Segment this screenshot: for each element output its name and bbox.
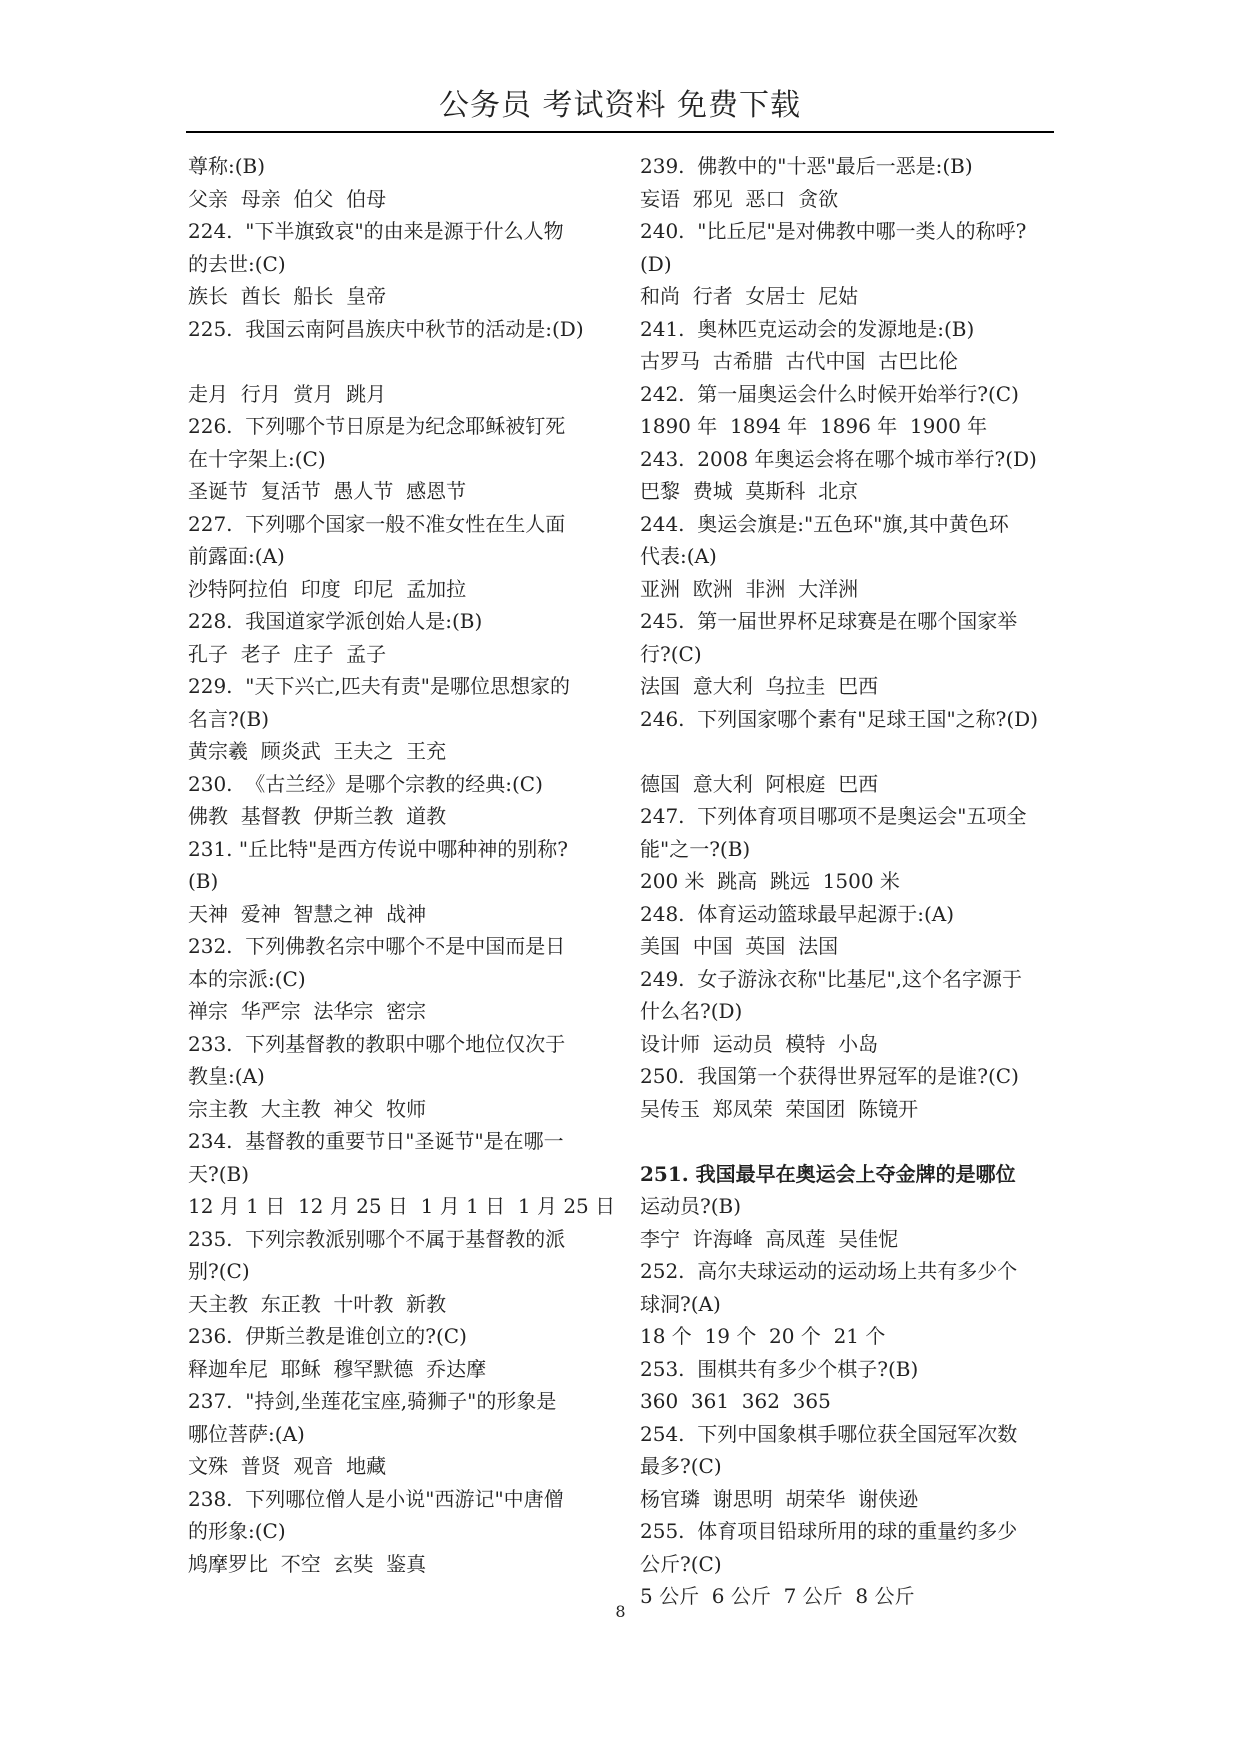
text-line: 5 公斤 6 公斤 7 公斤 8 公斤 bbox=[640, 1584, 915, 1608]
text-line: 241. 奥林匹克运动会的发源地是:(B) bbox=[640, 316, 975, 341]
text-line: 古罗马 古希腊 古代中国 古巴比伦 bbox=[640, 349, 959, 373]
text-line: 美国 中国 英国 法国 bbox=[640, 934, 839, 958]
text-line: 225. 我国云南阿昌族庆中秋节的活动是:(D) bbox=[188, 316, 584, 341]
text-line: 252. 高尔夫球运动的运动场上共有多少个 bbox=[640, 1259, 1018, 1283]
text-line: 18 个 19 个 20 个 21 个 bbox=[640, 1324, 886, 1348]
text-line: 设计师 运动员 模特 小岛 bbox=[640, 1031, 879, 1056]
text-line: 253. 围棋共有多少个棋子?(B) bbox=[640, 1356, 919, 1381]
text-line: 232. 下列佛教名宗中哪个不是中国而是日 bbox=[188, 934, 566, 958]
text-line: 的去世:(C) bbox=[188, 251, 286, 276]
text-line: 235. 下列宗教派别哪个不属于基督教的派 bbox=[188, 1226, 566, 1251]
text-line: 前露面:(A) bbox=[188, 544, 285, 568]
text-line: 哪位菩萨:(A) bbox=[188, 1421, 305, 1446]
text-line: 230. 《古兰经》是哪个宗教的经典:(C) bbox=[188, 771, 543, 796]
text-line: 杨官璘 谢思明 胡荣华 谢侠逊 bbox=[640, 1486, 919, 1511]
text-line: 公斤?(C) bbox=[640, 1551, 722, 1576]
text-line: 圣诞节 复活节 愚人节 感恩节 bbox=[188, 479, 467, 503]
right-column bbox=[640, 150, 1070, 1613]
text-line: 234. 基督教的重要节日"圣诞节"是在哪一 bbox=[188, 1129, 564, 1153]
text-line: 亚洲 欧洲 非洲 大洋洲 bbox=[640, 576, 859, 601]
text-line: 233. 下列基督教的教职中哪个地位仅次于 bbox=[188, 1031, 566, 1056]
text-line: 巴黎 费城 莫斯科 北京 bbox=[640, 479, 859, 503]
text-line: 247. 下列体育项目哪项不是奥运会"五项全 bbox=[640, 804, 1027, 828]
text-line: 法国 意大利 乌拉圭 巴西 bbox=[640, 674, 879, 698]
text-line: 德国 意大利 阿根庭 巴西 bbox=[640, 771, 879, 796]
text-line: 黄宗羲 顾炎武 王夫之 王充 bbox=[188, 739, 447, 763]
text-line: 文殊 普贤 观音 地藏 bbox=[188, 1454, 387, 1478]
text-line: 球洞?(A) bbox=[640, 1291, 721, 1316]
text-line: 沙特阿拉伯 印度 印尼 孟加拉 bbox=[188, 576, 467, 601]
text-line: 释迦牟尼 耶稣 穆罕默德 乔达摩 bbox=[188, 1356, 487, 1381]
text-line: 226. 下列哪个节日原是为纪念耶稣被钉死 bbox=[188, 414, 566, 438]
text-line: 最多?(C) bbox=[640, 1454, 722, 1478]
text-line: 248. 体育运动篮球最早起源于:(A) bbox=[640, 901, 955, 926]
text-line: 200 米 跳高 跳远 1500 米 bbox=[640, 869, 900, 893]
text-line: 239. 佛教中的"十恶"最后一恶是:(B) bbox=[640, 154, 973, 178]
text-line: 242. 第一届奥运会什么时候开始举行?(C) bbox=[640, 381, 1019, 406]
text-line: 尊称:(B) bbox=[188, 154, 266, 178]
text-line: 鸠摩罗比 不空 玄奘 鉴真 bbox=[188, 1551, 427, 1576]
text-line bbox=[188, 345, 608, 378]
text-line: (D) bbox=[640, 251, 672, 276]
text-line: 227. 下列哪个国家一般不准女性在生人面 bbox=[188, 511, 566, 536]
text-line: 什么名?(D) bbox=[640, 999, 743, 1023]
text-line: 249. 女子游泳衣称"比基尼",这个名字源于 bbox=[640, 966, 1023, 991]
text-line: 224. "下半旗致哀"的由来是源于什么人物 bbox=[188, 219, 564, 243]
text-line: 族长 酋长 船长 皇帝 bbox=[188, 284, 387, 308]
text-line: 运动员?(B) bbox=[640, 1194, 742, 1218]
text-line: 天?(B) bbox=[188, 1161, 250, 1186]
text-line: 在十字架上:(C) bbox=[188, 446, 326, 471]
text-line: 254. 下列中国象棋手哪位获全国冠军次数 bbox=[640, 1421, 1018, 1446]
text-line: 名言?(B) bbox=[188, 706, 270, 731]
text-line: 238. 下列哪位僧人是小说"西游记"中唐僧 bbox=[188, 1486, 564, 1511]
text-line: 吴传玉 郑凤荣 荣国团 陈镜开 bbox=[640, 1096, 919, 1121]
text-line: 228. 我国道家学派创始人是:(B) bbox=[188, 609, 483, 633]
text-line: 243. 2008 年奥运会将在哪个城市举行?(D) bbox=[640, 446, 1037, 471]
text-line: 237. "持剑,坐莲花宝座,骑狮子"的形象是 bbox=[188, 1389, 557, 1413]
header-rule bbox=[186, 131, 1054, 133]
page-header-title: 公务员 考试资料 免费下载 bbox=[438, 88, 802, 123]
text-line: 229. "天下兴亡,匹夫有责"是哪位思想家的 bbox=[188, 674, 571, 698]
left-column bbox=[188, 150, 616, 1580]
text-line: 1890 年 1894 年 1896 年 1900 年 bbox=[640, 414, 988, 438]
text-line: (B) bbox=[188, 869, 219, 893]
text-line bbox=[640, 735, 1070, 768]
text-line: 12 月 1 日 12 月 25 日 1 月 1 日 1 月 25 日 bbox=[188, 1194, 616, 1218]
text-line: 天主教 东正教 十叶教 新教 bbox=[188, 1291, 447, 1316]
text-line: 231. "丘比特"是西方传说中哪种神的别称? bbox=[188, 836, 569, 861]
text-line: 244. 奥运会旗是:"五色环"旗,其中黄色环 bbox=[640, 511, 1009, 536]
text-line: 和尚 行者 女居士 尼姑 bbox=[640, 284, 859, 308]
text-line: 禅宗 华严宗 法华宗 密宗 bbox=[188, 999, 427, 1023]
text-line: 的形象:(C) bbox=[188, 1519, 286, 1543]
text-line: 孔子 老子 庄子 孟子 bbox=[188, 641, 387, 666]
text-line: 行?(C) bbox=[640, 641, 702, 666]
text-line: 255. 体育项目铅球所用的球的重量约多少 bbox=[640, 1519, 1018, 1543]
text-line: 246. 下列国家哪个素有"足球王国"之称?(D) bbox=[640, 706, 1039, 731]
text-line: 佛教 基督教 伊斯兰教 道教 bbox=[188, 804, 447, 828]
text-line: 李宁 许海峰 高凤莲 吴佳怩 bbox=[640, 1226, 899, 1251]
text-line bbox=[640, 1125, 1070, 1158]
text-line: 236. 伊斯兰教是谁创立的?(C) bbox=[188, 1324, 467, 1348]
text-line: 妄语 邪见 恶口 贪欲 bbox=[640, 186, 839, 211]
text-line: 父亲 母亲 伯父 伯母 bbox=[188, 186, 387, 211]
text-line: 360 361 362 365 bbox=[640, 1389, 831, 1413]
page-number: 8 bbox=[615, 1602, 626, 1621]
text-line: 教皇:(A) bbox=[188, 1064, 265, 1088]
text-line: 250. 我国第一个获得世界冠军的是谁?(C) bbox=[640, 1064, 1019, 1088]
text-line: 代表:(A) bbox=[640, 544, 717, 568]
text-line: 240. "比丘尼"是对佛教中哪一类人的称呼? bbox=[640, 219, 1027, 243]
text-line: 本的宗派:(C) bbox=[188, 966, 306, 991]
text-line: 别?(C) bbox=[188, 1259, 250, 1283]
text-line: 245. 第一届世界杯足球赛是在哪个国家举 bbox=[640, 609, 1018, 633]
text-line: 251. 我国最早在奥运会上夺金牌的是哪位 bbox=[640, 1161, 1016, 1186]
text-line: 天神 爱神 智慧之神 战神 bbox=[188, 901, 427, 926]
text-line: 能"之一?(B) bbox=[640, 836, 751, 861]
text-line: 宗主教 大主教 神父 牧师 bbox=[188, 1096, 427, 1121]
text-line: 走月 行月 赏月 跳月 bbox=[188, 381, 387, 406]
